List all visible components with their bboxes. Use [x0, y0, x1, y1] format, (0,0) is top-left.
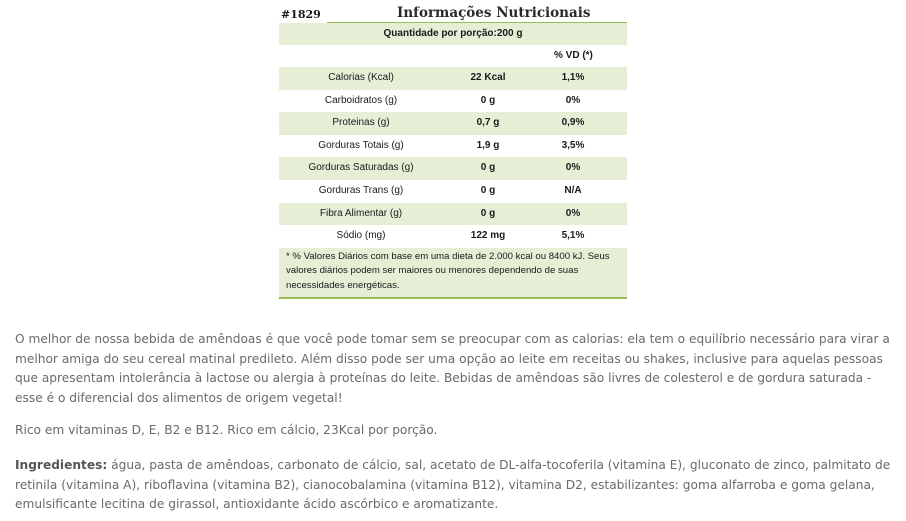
nutrient-vd: 3,5% — [561, 139, 585, 151]
nutrient-label: Gorduras Saturadas (g) — [308, 162, 414, 174]
nutrient-amount: 22 Kcal — [470, 72, 506, 83]
nutrient-amount: 1,9 g — [476, 139, 500, 151]
table-row — [279, 157, 627, 180]
nutrient-label: Fibra Alimentar (g) — [319, 207, 403, 219]
nutrient-amount: 122 mg — [470, 230, 506, 242]
nutrient-amount: 0 g — [480, 94, 496, 106]
nutrient-vd: 0% — [565, 207, 581, 219]
ingredients-label: Ingredientes: — [15, 458, 108, 472]
product-code: #1829 — [281, 8, 321, 21]
nutrient-label: Gorduras Trans (g) — [318, 184, 404, 196]
table-row — [279, 135, 627, 158]
table-row — [279, 180, 627, 203]
nutrient-vd: 5,1% — [561, 230, 585, 242]
nutrient-amount: 0 g — [480, 162, 496, 174]
title-underline — [327, 22, 627, 23]
nutrient-label: Gorduras Totais (g) — [318, 139, 404, 151]
nutrition-header — [279, 4, 627, 22]
vd-column-header — [279, 45, 627, 67]
nutrient-vd: 0% — [565, 94, 581, 106]
ingredients-paragraph — [15, 456, 895, 515]
nutrient-vd: N/A — [564, 184, 582, 196]
nutrition-title: Informações Nutricionais — [397, 5, 591, 21]
table-row — [279, 90, 627, 113]
table-footnote: * % Valores Diários com base em uma dieta de 2.000 kcal ou 8400 kJ. Seus valores diários podem ser maiores ou menores dependendo de suas necessidades energéticas. — [279, 248, 627, 299]
nutrient-label: Sódio (mg) — [336, 230, 386, 242]
nutrient-vd: 0% — [565, 162, 581, 174]
nutrient-vd: 1,1% — [561, 72, 585, 83]
description-paragraph: O melhor de nossa bebida de amêndoas é que você pode tomar sem se preocupar com as calorias: ela tem o equilíbrio necessário para virar a melhor amiga do seu cereal matinal predileto. Além disso pode ser uma opção ao leite em receitas ou shakes, inclusive para aquelas pessoas que apresentam intolerância à lactose ou alergia à proteínas do leite. Bebidas de amêndoas são livres de colesterol e de gordura saturada - esse é o diferencial dos alimentos de origem vegetal! — [15, 332, 890, 405]
nutrient-label: Calorias (Kcal) — [328, 72, 394, 83]
portion-size: Quantidade por porção:200 g — [279, 23, 627, 45]
nutrient-label: Carboidratos (g) — [324, 94, 398, 106]
ingredients-text: água, pasta de amêndoas, carbonato de cálcio, sal, acetato de DL-alfa-tocoferila (vitamina E), gluconato de zinco, palmitato de retinila (vitamina A), riboflavina (vitamina B2), cianocobalamina (vitamina B12), vitamina D2, estabilizantes: goma alfarroba e goma gelana, emulsificante lecitina de girassol, antioxidante ácido ascórbico e aromatizante. — [15, 458, 891, 511]
table-row — [279, 203, 627, 226]
nutrient-amount: 0,7 g — [476, 117, 500, 129]
table-row — [279, 112, 627, 135]
vd-header-label: % VD (*) — [554, 50, 593, 61]
nutrient-vd: 0,9% — [561, 117, 585, 129]
table-row — [279, 67, 627, 90]
vitamins-paragraph: Rico em vitaminas D, E, B2 e B12. Rico em cálcio, 23Kcal por porção. — [15, 423, 438, 437]
nutrition-facts-table — [279, 4, 627, 299]
nutrient-amount: 0 g — [480, 207, 496, 219]
nutrient-amount: 0 g — [480, 184, 496, 196]
table-row — [279, 225, 627, 248]
nutrient-label: Proteinas (g) — [332, 117, 390, 129]
